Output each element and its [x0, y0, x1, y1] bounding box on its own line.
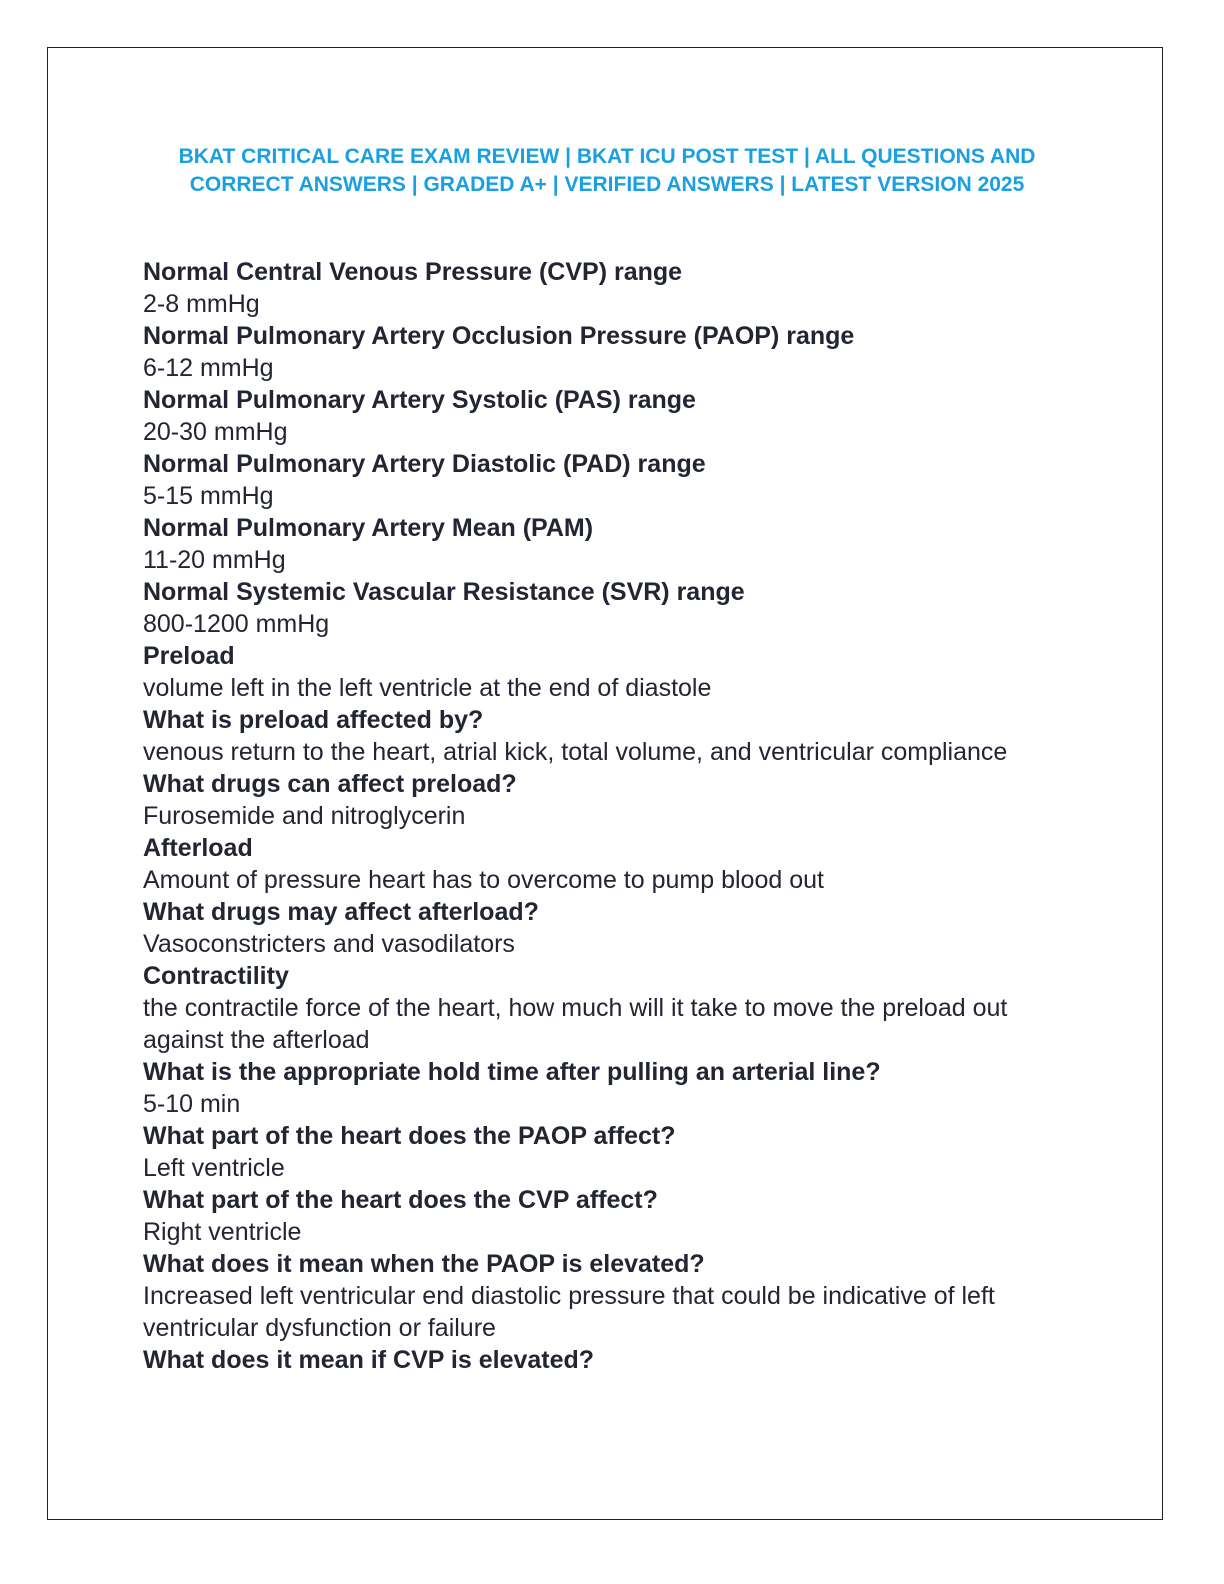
question-pam: Normal Pulmonary Artery Mean (PAM): [143, 514, 594, 542]
answer-afterload: Amount of pressure heart has to overcome to pump blood out: [143, 866, 824, 894]
answer-paop-elevated: Increased left ventricular end diastolic pressure that could be indicative of left ventricular dysfunction or failure: [143, 1282, 995, 1342]
answer-arterial-line-hold-time: 5-10 min: [143, 1090, 241, 1118]
question-paop-elevated: What does it mean when the PAOP is elevated?: [143, 1250, 705, 1278]
question-paop-range: Normal Pulmonary Artery Occlusion Pressure (PAOP) range: [143, 322, 855, 350]
answer-preload-affected-by: venous return to the heart, atrial kick, total volume, and ventricular compliance: [143, 738, 1008, 766]
question-preload-affected-by: What is preload affected by?: [143, 706, 484, 734]
question-preload: Preload: [143, 642, 235, 670]
question-pas-range: Normal Pulmonary Artery Systolic (PAS) range: [143, 386, 696, 414]
question-afterload: Afterload: [143, 834, 253, 862]
answer-pas-range: 20-30 mmHg: [143, 418, 288, 446]
question-svr-range: Normal Systemic Vascular Resistance (SVR) range: [143, 578, 745, 606]
document-title: BKAT CRITICAL CARE EXAM REVIEW | BKAT ICU POST TEST | ALL QUESTIONS AND CORRECT ANSWERS | GRADED A+ | VERIFIED ANSWERS | LATEST VERSION 2025: [178, 145, 1036, 196]
answer-pam: 11-20 mmHg: [143, 546, 286, 574]
question-cvp-elevated: What does it mean if CVP is elevated?: [143, 1346, 595, 1374]
question-paop-heart-part: What part of the heart does the PAOP affect?: [143, 1122, 676, 1150]
question-contractility: Contractility: [143, 962, 289, 990]
answer-paop-range: 6-12 mmHg: [143, 354, 274, 382]
answer-cvp-range: 2-8 mmHg: [143, 290, 260, 318]
answer-paop-heart-part: Left ventricle: [143, 1154, 285, 1182]
question-cvp-range: Normal Central Venous Pressure (CVP) range: [143, 258, 683, 286]
question-pad-range: Normal Pulmonary Artery Diastolic (PAD) range: [143, 450, 706, 478]
answer-afterload-drugs: Vasoconstricters and vasodilators: [143, 930, 515, 958]
question-arterial-line-hold-time: What is the appropriate hold time after pulling an arterial line?: [143, 1058, 881, 1086]
answer-svr-range: 800-1200 mmHg: [143, 610, 330, 638]
question-afterload-drugs: What drugs may affect afterload?: [143, 898, 539, 926]
answer-cvp-heart-part: Right ventricle: [143, 1218, 302, 1246]
qa-list: [143, 256, 1073, 1376]
question-preload-drugs: What drugs can affect preload?: [143, 770, 517, 798]
answer-preload-drugs: Furosemide and nitroglycerin: [143, 802, 466, 830]
answer-contractility: the contractile force of the heart, how much will it take to move the preload out against the afterload: [143, 994, 1008, 1054]
answer-preload: volume left in the left ventricle at the end of diastole: [143, 674, 712, 702]
question-cvp-heart-part: What part of the heart does the CVP affect?: [143, 1186, 658, 1214]
answer-pad-range: 5-15 mmHg: [143, 482, 274, 510]
